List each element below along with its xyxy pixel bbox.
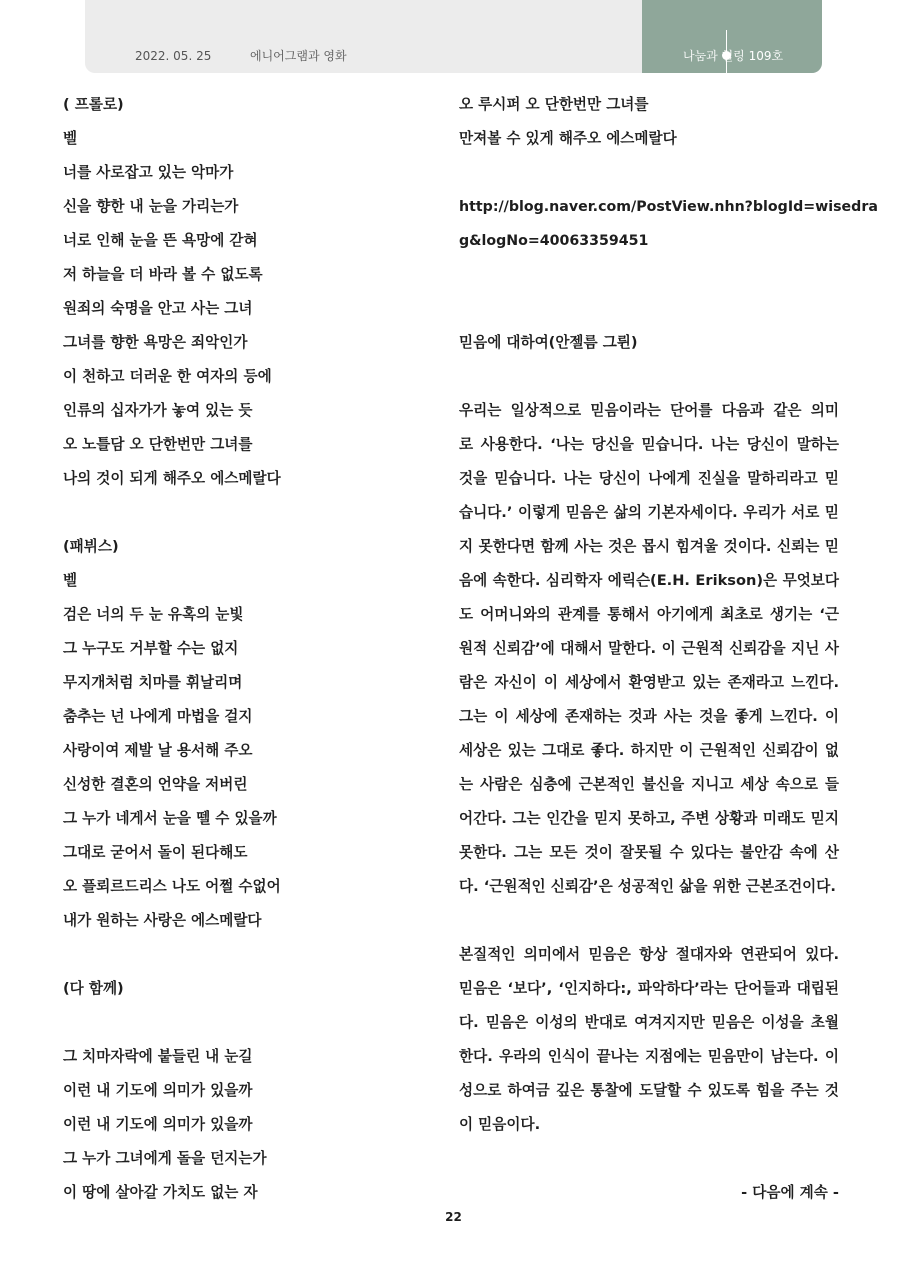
paragraph-line: 원적 신뢰감’에 대해서 말한다. 이 근원적 신뢰감을 지닌 사: [459, 640, 839, 657]
header-date: 2022. 05. 25: [135, 49, 212, 63]
lyric-line: 사랑이여 제발 날 용서해 주오: [63, 742, 253, 759]
paragraph-line: 성으로 하여금 깊은 통찰에 도달할 수 있도록 힘을 주는 것: [459, 1082, 839, 1099]
paragraph-line: 믿음은 ‘보다’, ‘인지하다:, 파악하다’라는 단어들과 대립된: [459, 980, 839, 997]
page-header: [85, 0, 822, 73]
paragraph-line: 다. 믿음은 이성의 반대로 여겨지지만 믿음은 이성을 초월: [459, 1014, 839, 1031]
lyric-line: 이런 내 기도에 의미가 있을까: [63, 1082, 253, 1099]
lyric-line: 이런 내 기도에 의미가 있을까: [63, 1116, 253, 1133]
paragraph-line: 이 믿음이다.: [459, 1116, 541, 1133]
lyric-line: 춤추는 넌 나에게 마법을 걸지: [63, 708, 253, 725]
paragraph-line: 우리는 일상적으로 믿음이라는 단어를 다음과 같은 의미: [459, 402, 839, 419]
paragraph-line: 람은 자신이 이 세상에서 환영받고 있는 존재라고 느낀다.: [459, 674, 839, 691]
lyric-line: 오 루시퍼 오 단한번만 그녀를: [459, 96, 649, 113]
lyrics-column: [63, 88, 423, 1210]
lyric-line: 신을 향한 내 눈을 가리는가: [63, 198, 239, 215]
paragraph-line: 한다. 우라의 인식이 끝나는 지점에는 믿음만이 남는다. 이: [459, 1048, 839, 1065]
essay-paragraph-2: [459, 938, 839, 1142]
lyric-line: 무지개처럼 치마를 휘날리며: [63, 674, 243, 691]
lyric-line: 그 누구도 거부할 수는 없지: [63, 640, 239, 657]
lyric-line: 너로 인해 눈을 뜬 욕망에 갇혀: [63, 232, 258, 249]
lyric-line: 그 누가 네게서 눈을 뗄 수 있을까: [63, 810, 277, 827]
paragraph-line: 음에 속한다. 심리학자 에릭슨(E.H. Erikson)은 무엇보다: [459, 572, 839, 589]
lyric-line: 벨: [63, 572, 78, 589]
paragraph-line: 도 어머니와의 관계를 통해서 아기에게 최초로 생기는 ‘근: [459, 606, 839, 623]
paragraph-line: 것을 믿습니다. 나는 당신이 나에게 진실을 말하리라고 믿: [459, 470, 839, 487]
lyric-line: 그 누가 그녀에게 돌을 던지는가: [63, 1150, 267, 1167]
lyric-line: 너를 사로잡고 있는 악마가: [63, 164, 234, 181]
lyric-line: ( 프롤로): [63, 96, 124, 113]
essay-title: 믿음에 대하여(안젤름 그륀): [459, 334, 638, 351]
page-number: 22: [445, 1210, 462, 1224]
essay-column: [459, 88, 878, 1210]
lyric-line: 저 하늘을 더 바라 볼 수 없도록: [63, 266, 263, 283]
paragraph-line: 습니다.’ 이렇게 믿음은 삶의 기본자세이다. 우리가 서로 믿: [459, 504, 839, 521]
paragraph-line: 어간다. 그는 인간을 믿지 못하고, 주변 상황과 미래도 믿지: [459, 810, 839, 827]
lyric-line: 만져볼 수 있게 해주오 에스메랄다: [459, 130, 677, 147]
paragraph-line: 지 못한다면 함께 사는 것은 몹시 힘겨울 것이다. 신뢰는 믿: [459, 538, 839, 555]
paragraph-line: 그는 이 세상에 존재하는 것과 사는 것을 좋게 느낀다. 이: [459, 708, 839, 725]
lyric-line: 원죄의 숙명을 안고 사는 그녀: [63, 300, 253, 317]
lyric-line: 이 땅에 살아갈 가치도 없는 자: [63, 1184, 258, 1201]
paragraph-line: 는 사람은 심층에 근본적인 불신을 지니고 세상 속으로 들: [459, 776, 839, 793]
source-url-line: http://blog.naver.com/PostView.nhn?blogId=wisedra: [459, 199, 878, 215]
lyric-line: 이 천하고 더러운 한 여자의 등에: [63, 368, 272, 385]
source-url-line: g&logNo=40063359451: [459, 233, 649, 249]
lyric-line: (다 함께): [63, 980, 124, 997]
lyric-line: 오 노틀담 오 단한번만 그녀를: [63, 436, 253, 453]
essay-paragraph-1: [459, 394, 839, 904]
paragraph-line: 로 사용한다. ‘나는 당신을 믿습니다. 나는 당신이 말하는: [459, 436, 839, 453]
to-be-continued: - 다음에 계속 -: [741, 1184, 839, 1201]
paragraph-line: 세상은 있는 그대로 좋다. 하지만 이 근원적인 신뢰감이 없: [459, 742, 839, 759]
lyric-line: 그 치마자락에 붙들린 내 눈길: [63, 1048, 253, 1065]
lyric-line: 벨: [63, 130, 78, 147]
header-issue-number: 나눔과 힐링 109호: [683, 49, 784, 63]
lyric-line: 내가 원하는 사랑은 에스메랄다: [63, 912, 262, 929]
header-section-title: 에니어그램과 영화: [250, 49, 347, 63]
lyric-line: 인류의 십자가가 놓여 있는 듯: [63, 402, 253, 419]
lyric-line: 그녀를 향한 욕망은 죄악인가: [63, 334, 248, 351]
paragraph-line: 다. ‘근원적인 신뢰감’은 성공적인 삶을 위한 근본조건이다.: [459, 878, 836, 895]
lyric-line: 그대로 굳어서 돌이 된다해도: [63, 844, 248, 861]
lyric-line: (패뷔스): [63, 538, 119, 555]
lyric-line: 오 플뢰르드리스 나도 어쩔 수없어: [63, 878, 281, 895]
paragraph-line: 본질적인 의미에서 믿음은 항상 절대자와 연관되어 있다.: [459, 946, 839, 963]
paragraph-line: 못한다. 그는 모든 것이 잘못될 수 있다는 불안감 속에 산: [459, 844, 839, 861]
lyric-line: 나의 것이 되게 해주오 에스메랄다: [63, 470, 281, 487]
lyric-line: 검은 너의 두 눈 유혹의 눈빛: [63, 606, 244, 623]
lyric-line: 신성한 결혼의 언약을 저버린: [63, 776, 248, 793]
